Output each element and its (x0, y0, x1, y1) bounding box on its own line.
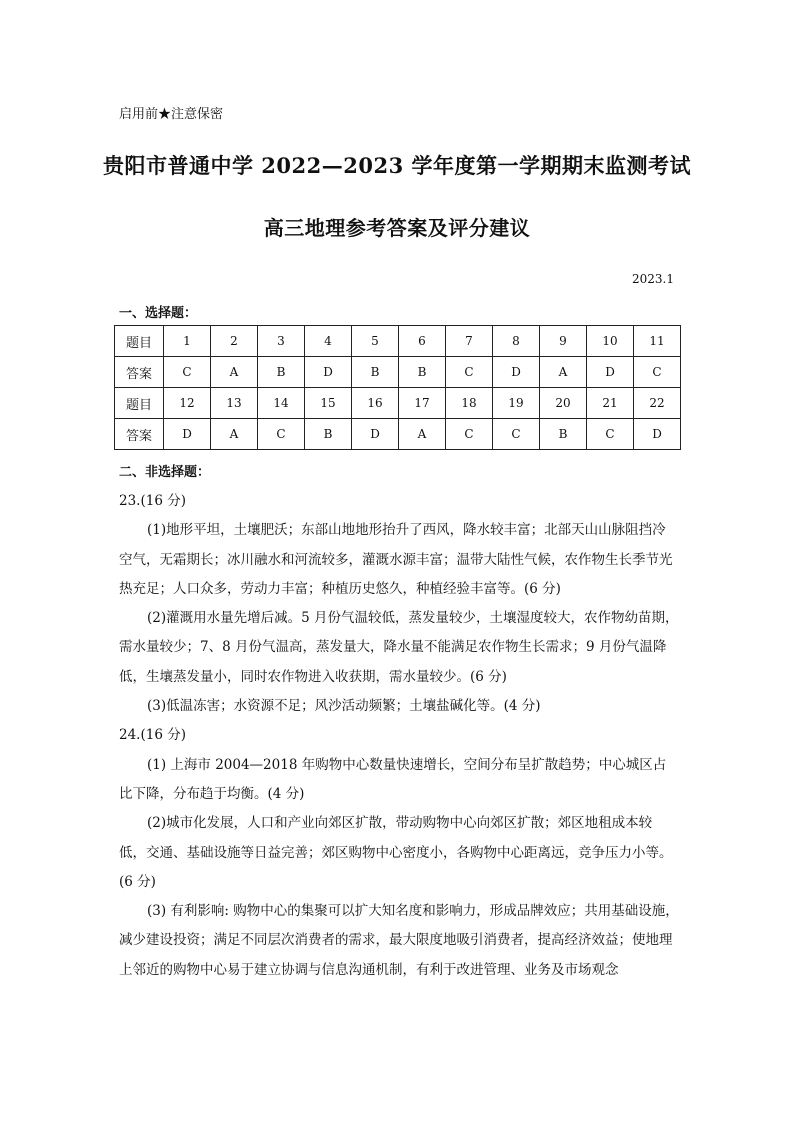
question-cell: 4 (305, 326, 352, 357)
answer-cell: D (164, 419, 211, 450)
document-date: 2023.1 (632, 272, 674, 286)
answer-body (119, 487, 679, 985)
answer-cell: B (352, 357, 399, 388)
document-subtitle: 高三地理参考答案及评分建议 (263, 216, 531, 240)
question-cell: 21 (587, 388, 634, 419)
answer-cell: A (211, 357, 258, 388)
answer-cell: C (587, 419, 634, 450)
question-24-part-2: (2)城市化发展，人口和产业向郊区扩散，带动购物中心向郊区扩散；郊区地租成本较低，交通、基础设施等日益完善；郊区购物中心密度小，各购物中心距离远，竞争压力小等。(6 分) (119, 815, 673, 890)
confidential-note: 启用前★注意保密 (119, 107, 224, 122)
answer-cell: C (258, 419, 305, 450)
answer-cell: D (587, 357, 634, 388)
answer-cell: D (634, 419, 681, 450)
question-23-part-1: (1)地形平坦，土壤肥沃；东部山地地形抬升了西风，降水较丰富；北部天山山脉阻挡冷空气，无霜期长；冰川融水和河流较多，灌溉水源丰富；温带大陆性气候，农作物生长季节光热充足；人口众多，劳动力丰富；种植历史悠久，种植经验丰富等。(6 分) (119, 522, 673, 597)
answer-cell: B (258, 357, 305, 388)
question-24-title: 24.(16 分) (119, 727, 186, 744)
answer-cell: C (446, 419, 493, 450)
answer-table (114, 325, 681, 450)
answer-cell: A (399, 419, 446, 450)
section-heading-choice: 一、选择题： (119, 306, 198, 321)
answer-table-row (115, 326, 681, 357)
question-24-part-3: (3) 有利影响: 购物中心的集聚可以扩大知名度和影响力，形成品牌效应；共用基础设施，减少建设投资；满足不同层次消费者的需求，最大限度地吸引消费者，提高经济效益；使地理上邻近的购物中心易于建立协调与信息沟通机制，有利于改进管理、业务及市场观念 (119, 903, 679, 978)
question-cell: 13 (211, 388, 258, 419)
answer-cell: C (493, 419, 540, 450)
question-cell: 22 (634, 388, 681, 419)
answer-cell: B (399, 357, 446, 388)
question-cell: 17 (399, 388, 446, 419)
question-cell: 7 (446, 326, 493, 357)
answer-cell: C (164, 357, 211, 388)
question-cell: 18 (446, 388, 493, 419)
answer-cell: C (446, 357, 493, 388)
question-cell: 9 (540, 326, 587, 357)
answer-row-label: 答案 (115, 419, 164, 450)
question-row-label: 题目 (115, 388, 164, 419)
question-23-part-2: (2)灌溉用水量先增后减。5 月份气温较低，蒸发量较少，土壤湿度较大，农作物幼苗期，需水量较少；7、8 月份气温高，蒸发量大，降水量不能满足农作物生长需求；9 月份气温降低，生壤蒸发量小，同时农作物进入收获期，需水量较少。(6 分) (119, 610, 679, 685)
answer-cell: D (352, 419, 399, 450)
question-cell: 6 (399, 326, 446, 357)
section-heading-nonchoice: 二、非选择题： (119, 465, 211, 480)
answer-cell: B (305, 419, 352, 450)
question-cell: 14 (258, 388, 305, 419)
answer-cell: D (305, 357, 352, 388)
question-cell: 11 (634, 326, 681, 357)
question-cell: 3 (258, 326, 305, 357)
question-cell: 19 (493, 388, 540, 419)
document-title: 贵阳市普通中学 2022—2023 学年度第一学期期末监测考试 (102, 153, 691, 178)
question-cell: 15 (305, 388, 352, 419)
question-cell: 16 (352, 388, 399, 419)
answer-cell: C (634, 357, 681, 388)
answer-row-label: 答案 (115, 357, 164, 388)
question-23-title: 23.(16 分) (119, 493, 186, 509)
question-cell: 8 (493, 326, 540, 357)
answer-cell: D (493, 357, 540, 388)
answer-table-row (115, 357, 681, 388)
answer-cell: A (211, 419, 258, 450)
question-cell: 5 (352, 326, 399, 357)
question-cell: 10 (587, 326, 634, 357)
answer-cell: B (540, 419, 587, 450)
answer-cell: A (540, 357, 587, 388)
question-row-label: 题目 (115, 326, 164, 357)
answer-table-row (115, 419, 681, 450)
answer-table-row (115, 388, 681, 419)
question-cell: 2 (211, 326, 258, 357)
question-cell: 20 (540, 388, 587, 419)
question-23-part-3: (3)低温冻害；水资源不足；风沙活动频繁；土壤盐碱化等。(4 分) (147, 698, 541, 715)
question-24-part-1: (1) 上海市 2004—2018 年购物中心数量快速增长，空间分布呈扩散趋势；中心城区占比下降，分布趋于均衡。(4 分) (119, 756, 667, 802)
question-cell: 12 (164, 388, 211, 419)
question-cell: 1 (164, 326, 211, 357)
